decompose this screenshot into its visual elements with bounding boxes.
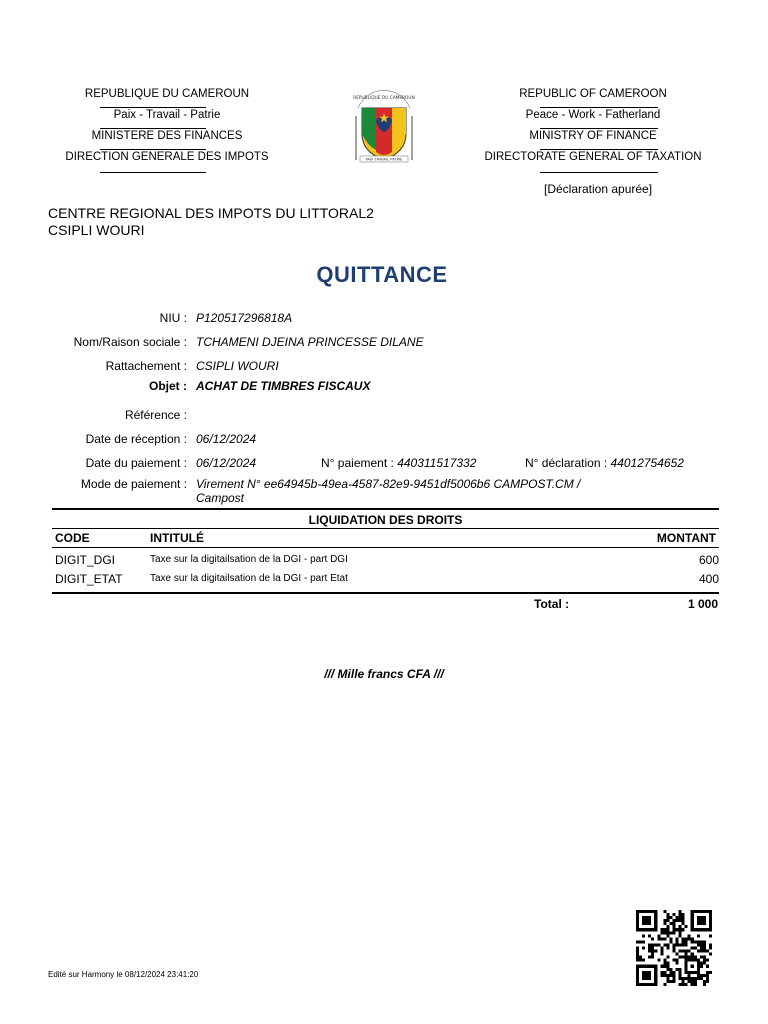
qr-code — [636, 910, 712, 986]
divider — [100, 149, 206, 150]
payment-number-label: N° paiement : — [321, 456, 394, 470]
payment-date-label: Date du paiement : — [85, 456, 187, 470]
declaration-number-value: 44012754652 — [610, 456, 684, 470]
motto-en: Peace - Work - Fatherland — [525, 109, 661, 121]
col-header-intitule: INTITULÉ — [150, 531, 204, 545]
rattachement-label: Rattachement : — [105, 359, 187, 373]
declaration-number — [525, 456, 684, 470]
payment-mode-value: Virement N° ee64945b-49ea-4587-82e9-9451df5006b6 CAMPOST.CM / — [196, 477, 581, 491]
payment-number-value: 440311517332 — [397, 456, 477, 470]
reference-label: Référence : — [124, 408, 187, 422]
niu-label: NIU : — [159, 311, 187, 325]
cameroon-emblem — [350, 86, 418, 170]
divider — [540, 107, 658, 108]
ministry-en: MINISTRY OF FINANCE — [529, 130, 657, 142]
table-title: LIQUIDATION DES DROITS — [308, 513, 463, 527]
nom-value: TCHAMENI DJEINA PRINCESSE DILANE — [196, 335, 424, 349]
row-montant: 400 — [698, 572, 719, 586]
objet-value: ACHAT DE TIMBRES FISCAUX — [196, 379, 371, 393]
payment-mode-label: Mode de paiement : — [80, 477, 187, 491]
nom-label: Nom/Raison sociale : — [73, 335, 187, 349]
declaration-number-label: N° déclaration : — [525, 456, 608, 470]
country-fr: REPUBLIQUE DU CAMEROUN — [84, 88, 250, 100]
row-code: DIGIT_ETAT — [55, 572, 123, 586]
total-value: 1 000 — [687, 597, 718, 611]
col-header-code: CODE — [55, 531, 90, 545]
divider — [540, 149, 658, 150]
amount-in-words: /// Mille francs CFA /// — [324, 667, 444, 681]
table-bottom-rule — [52, 592, 719, 594]
centre-sub: CSIPLI WOURI — [48, 222, 145, 238]
reception-value: 06/12/2024 — [196, 432, 257, 446]
row-intitule: Taxe sur la digitailsation de la DGI - part Etat — [150, 573, 348, 584]
direction-fr: DIRECTION GENERALE DES IMPOTS — [65, 151, 269, 163]
divider — [540, 128, 658, 129]
ministry-fr: MINISTERE DES FINANCES — [91, 130, 243, 142]
objet-label: Objet : — [149, 379, 187, 393]
payment-number — [321, 456, 476, 470]
table-row — [52, 572, 719, 589]
col-header-montant: MONTANT — [656, 531, 716, 545]
divider — [100, 128, 206, 129]
header-en — [478, 88, 708, 172]
table-top-rule — [52, 508, 719, 510]
reception-label: Date de réception : — [85, 432, 187, 446]
row-code: DIGIT_DGI — [55, 553, 116, 567]
header-fr — [52, 88, 282, 172]
page-title: QUITTANCE — [316, 262, 448, 287]
motto-fr: Paix - Travail - Patrie — [113, 109, 221, 121]
divider — [52, 547, 719, 548]
direction-en: DIRECTORATE GENERAL OF TAXATION — [484, 151, 702, 163]
divider — [100, 107, 206, 108]
row-montant: 600 — [698, 553, 719, 567]
centre-name: CENTRE REGIONAL DES IMPOTS DU LITTORAL2 — [48, 205, 374, 221]
country-en: REPUBLIC OF CAMEROON — [519, 88, 667, 100]
payment-mode-value-cont: Campost — [196, 491, 245, 505]
footer-edition: Edité sur Harmony le 08/12/2024 23:41:20 — [48, 970, 199, 979]
divider — [100, 172, 206, 173]
declaration-status: [Déclaration apurée] — [544, 182, 653, 196]
rattachement-value: CSIPLI WOURI — [196, 359, 279, 373]
niu-value: P120517296818A — [196, 311, 293, 325]
emblem-top-text: REPUBLIQUE DU CAMEROUN — [353, 96, 415, 101]
table-row — [52, 553, 719, 570]
total-label: Total : — [534, 597, 570, 611]
row-intitule: Taxe sur la digitailsation de la DGI - part DGI — [150, 554, 348, 565]
payment-date-value: 06/12/2024 — [196, 456, 257, 470]
divider — [540, 172, 658, 173]
emblem-bottom-text: PAIX TRAVAIL PATRIE — [365, 157, 403, 162]
divider — [52, 528, 719, 529]
